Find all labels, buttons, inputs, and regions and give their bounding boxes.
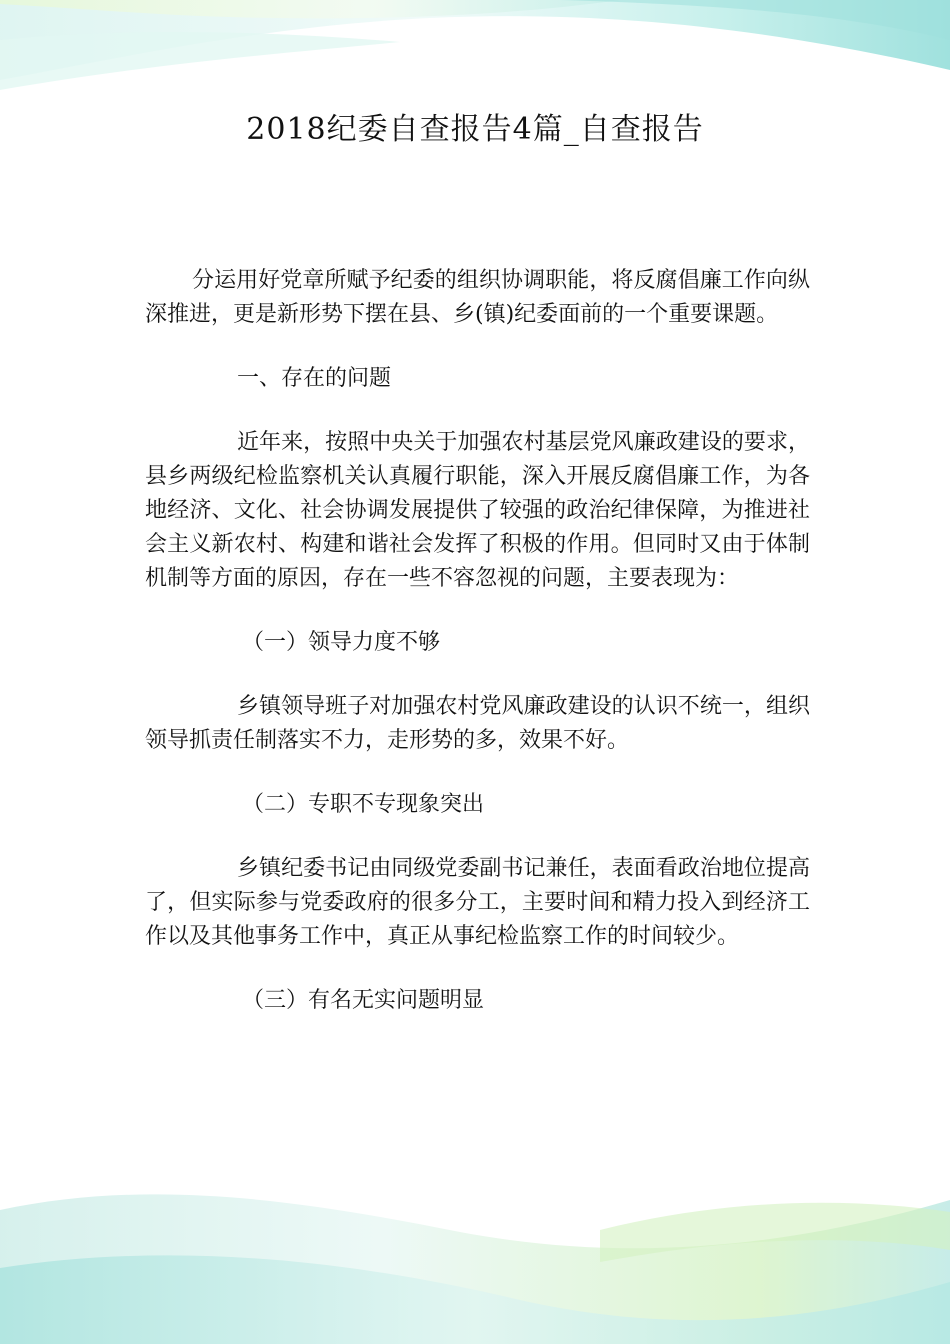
intro-paragraph: 分运用好党章所赋予纪委的组织协调职能，将反腐倡廉工作向纵深推进，更是新形势下摆在县、乡(镇)纪委面前的一个重要课题。 bbox=[145, 268, 810, 327]
subsection-heading: （三）有名无实问题明显 bbox=[242, 988, 485, 1013]
document-title: 2018纪委自查报告4篇_自查报告 bbox=[246, 112, 704, 147]
body-paragraph: 乡镇领导班子对加强农村党风廉政建设的认识不统一，组织领导抓责任制落实不力，走形势的多，效果不好。 bbox=[145, 694, 810, 753]
section-heading: 一、存在的问题 bbox=[237, 366, 392, 391]
document-body bbox=[145, 264, 810, 1048]
subsection-heading: （一）领导力度不够 bbox=[242, 630, 441, 655]
body-paragraph: 近年来，按照中央关于加强农村基层党风廉政建设的要求，县乡两级纪检监察机关认真履行职能，深入开展反腐倡廉工作，为各地经济、文化、社会协调发展提供了较强的政治纪律保障，为推进社会主义新农村、构建和谐社会发挥了积极的作用。但同时又由于体制机制等方面的原因，存在一些不容忽视的问题，主要表现为： bbox=[145, 430, 810, 591]
subsection-heading: （二）专职不专现象突出 bbox=[242, 792, 485, 817]
body-paragraph: 乡镇纪委书记由同级党委副书记兼任，表面看政治地位提高了，但实际参与党委政府的很多分工，主要时间和精力投入到经济工作以及其他事务工作中，真正从事纪检监察工作的时间较少。 bbox=[145, 856, 810, 949]
